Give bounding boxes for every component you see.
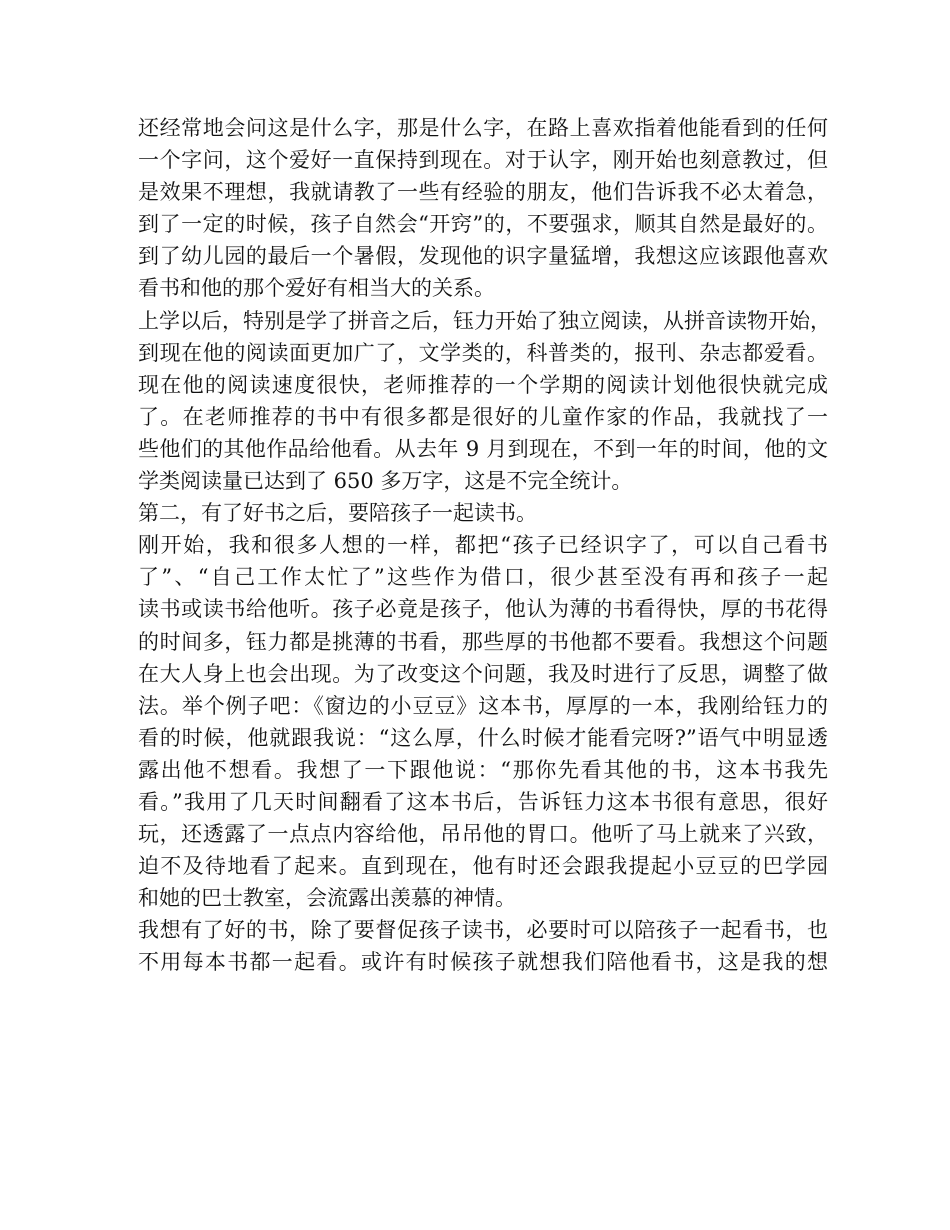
text-line: 不用每本书都一起看。或许有时候孩子就想我们陪他看书，这是我的想 <box>138 950 828 975</box>
text-line: 我想有了好的书，除了要督促孩子读书，必要时可以陪孩子一起看书，也 <box>138 918 828 943</box>
text-line: 学类阅读量已达到了 650 多万字，这是不完全统计。 <box>138 469 633 494</box>
section-heading: 第二，有了好书之后，要陪孩子一起读书。 <box>138 501 537 526</box>
text-line: 读书或读书给他听。孩子必竟是孩子，他认为薄的书看得快，厚的书花得 <box>138 597 828 622</box>
text-line: 露出他不想看。我想了一下跟他说：“那你先看其他的书，这本书我先 <box>138 757 828 782</box>
text-line: 看的时候，他就跟我说：“这么厚，什么时候才能看完呀?”语气中明显透 <box>138 725 828 750</box>
text-line: 还经常地会问这是什么字，那是什么字，在路上喜欢指着他能看到的任何 <box>138 116 828 140</box>
text-line: 玩，还透露了一点点内容给他，吊吊他的胃口。他听了马上就来了兴致， <box>138 822 828 847</box>
body-text <box>138 112 831 979</box>
text-line: 是效果不理想，我就请教了一些有经验的朋友，他们告诉我不必太着急， <box>138 180 828 205</box>
text-line: 上学以后，特别是学了拼音之后，钰力开始了独立阅读，从拼音读物开始， <box>138 308 831 333</box>
text-line: 看书和他的那个爱好有相当大的关系。 <box>138 276 495 301</box>
text-line: 些他们的其他作品给他看。从去年 9 月到现在，不到一年的时间，他的文 <box>138 436 828 461</box>
text-line: 看。”我用了几天时间翻看了这本书后，告诉钰力这本书很有意思，很好 <box>138 789 828 814</box>
text-line: 了。在老师推荐的书中有很多都是很好的儿童作家的作品，我就找了一 <box>138 404 828 429</box>
text-line: 迫不及待地看了起来。直到现在，他有时还会跟我提起小豆豆的巴学园 <box>138 854 828 879</box>
text-line: 到了幼儿园的最后一个暑假，发现他的识字量猛增，我想这应该跟他喜欢 <box>138 244 828 269</box>
text-line: 的时间多，钰力都是挑薄的书看，那些厚的书他都不要看。我想这个问题 <box>138 629 828 654</box>
text-line: 和她的巴士教室，会流露出羡慕的神情。 <box>138 886 516 911</box>
text-line: 到现在他的阅读面更加广了，文学类的，科普类的，报刊、杂志都爱看。 <box>138 340 828 365</box>
text-line: 现在他的阅读速度很快，老师推荐的一个学期的阅读计划他很快就完成 <box>138 372 828 397</box>
text-line: 在大人身上也会出现。为了改变这个问题，我及时进行了反思，调整了做 <box>138 661 828 686</box>
text-line: 了”、“自己工作太忙了”这些作为借口，很少甚至没有再和孩子一起 <box>138 565 828 590</box>
text-line: 刚开始，我和很多人想的一样，都把“孩子已经识字了，可以自己看书 <box>138 533 828 558</box>
text-line: 法。举个例子吧：《窗边的小豆豆》这本书，厚厚的一本，我刚给钰力的 <box>138 693 828 718</box>
text-line: 一个字问，这个爱好一直保持到现在。对于认字，刚开始也刻意教过，但 <box>138 148 828 173</box>
text-line: 到了一定的时候，孩子自然会“开窍”的，不要强求，顺其自然是最好的。 <box>138 212 828 237</box>
